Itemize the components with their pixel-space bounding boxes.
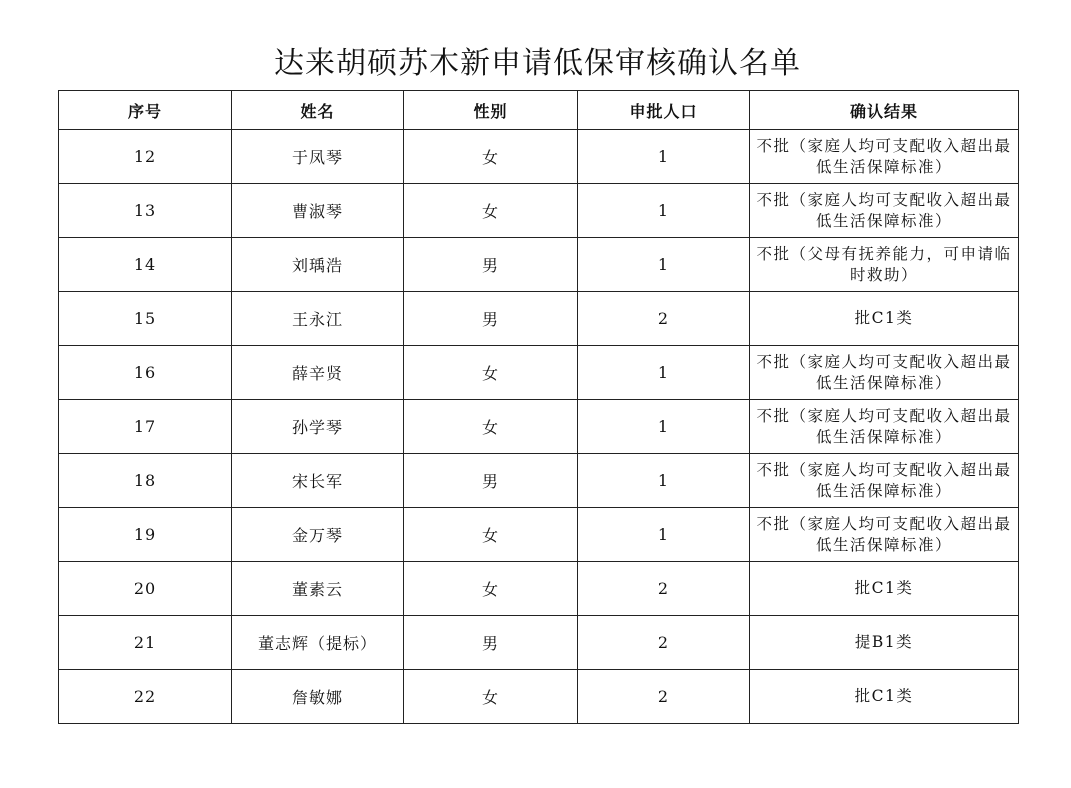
cell-approved-people: 1 <box>578 508 750 562</box>
cell-gender: 女 <box>404 508 578 562</box>
cell-gender: 女 <box>404 346 578 400</box>
table-row <box>59 292 1019 346</box>
cell-gender: 女 <box>404 130 578 184</box>
cell-approved-people: 1 <box>578 130 750 184</box>
cell-approved-people: 1 <box>578 400 750 454</box>
cell-confirmation-result: 不批（家庭人均可支配收入超出最低生活保障标准） <box>750 130 1019 184</box>
cell-confirmation-result: 不批（家庭人均可支配收入超出最低生活保障标准） <box>750 508 1019 562</box>
cell-name: 金万琴 <box>232 508 404 562</box>
cell-confirmation-result: 提B1类 <box>750 616 1019 670</box>
cell-name: 董素云 <box>232 562 404 616</box>
page-title: 达来胡硕苏木新申请低保审核确认名单 <box>274 46 801 81</box>
cell-name: 薛辛贤 <box>232 346 404 400</box>
cell-serial-number: 15 <box>59 292 232 346</box>
header-confirmation-result: 确认结果 <box>750 91 1019 130</box>
cell-serial-number: 19 <box>59 508 232 562</box>
cell-gender: 女 <box>404 184 578 238</box>
cell-name: 董志辉（提标） <box>232 616 404 670</box>
table-row <box>59 616 1019 670</box>
cell-name: 刘瑀浩 <box>232 238 404 292</box>
header-gender: 性别 <box>404 91 578 130</box>
cell-confirmation-result: 不批（家庭人均可支配收入超出最低生活保障标准） <box>750 346 1019 400</box>
cell-serial-number: 18 <box>59 454 232 508</box>
cell-approved-people: 1 <box>578 238 750 292</box>
cell-serial-number: 16 <box>59 346 232 400</box>
header-name: 姓名 <box>232 91 404 130</box>
cell-confirmation-result: 不批（家庭人均可支配收入超出最低生活保障标准） <box>750 400 1019 454</box>
cell-confirmation-result: 批C1类 <box>750 670 1019 724</box>
cell-serial-number: 14 <box>59 238 232 292</box>
cell-approved-people: 1 <box>578 184 750 238</box>
cell-approved-people: 2 <box>578 616 750 670</box>
table-row <box>59 238 1019 292</box>
cell-serial-number: 13 <box>59 184 232 238</box>
header-row <box>59 91 1019 130</box>
table-row <box>59 454 1019 508</box>
table-row <box>59 130 1019 184</box>
cell-approved-people: 2 <box>578 292 750 346</box>
table-body <box>59 130 1019 724</box>
cell-gender: 女 <box>404 562 578 616</box>
table-row <box>59 346 1019 400</box>
table-row <box>59 670 1019 724</box>
table-header <box>59 91 1019 130</box>
cell-gender: 男 <box>404 292 578 346</box>
cell-approved-people: 1 <box>578 454 750 508</box>
cell-name: 宋长军 <box>232 454 404 508</box>
cell-serial-number: 21 <box>59 616 232 670</box>
cell-approved-people: 2 <box>578 670 750 724</box>
table-row <box>59 184 1019 238</box>
cell-gender: 女 <box>404 400 578 454</box>
cell-name: 孙学琴 <box>232 400 404 454</box>
cell-confirmation-result: 批C1类 <box>750 292 1019 346</box>
cell-approved-people: 2 <box>578 562 750 616</box>
cell-name: 于凤琴 <box>232 130 404 184</box>
cell-name: 詹敏娜 <box>232 670 404 724</box>
cell-confirmation-result: 批C1类 <box>750 562 1019 616</box>
cell-approved-people: 1 <box>578 346 750 400</box>
table-row <box>59 562 1019 616</box>
cell-serial-number: 22 <box>59 670 232 724</box>
cell-serial-number: 17 <box>59 400 232 454</box>
header-approved-people: 申批人口 <box>578 91 750 130</box>
table-row <box>59 508 1019 562</box>
cell-confirmation-result: 不批（家庭人均可支配收入超出最低生活保障标准） <box>750 184 1019 238</box>
header-serial-number: 序号 <box>59 91 232 130</box>
cell-name: 王永江 <box>232 292 404 346</box>
cell-gender: 男 <box>404 454 578 508</box>
cell-gender: 女 <box>404 670 578 724</box>
cell-serial-number: 20 <box>59 562 232 616</box>
cell-serial-number: 12 <box>59 130 232 184</box>
cell-gender: 男 <box>404 238 578 292</box>
table-row <box>59 400 1019 454</box>
approval-table <box>58 90 1019 724</box>
cell-name: 曹淑琴 <box>232 184 404 238</box>
cell-gender: 男 <box>404 616 578 670</box>
cell-confirmation-result: 不批（家庭人均可支配收入超出最低生活保障标准） <box>750 454 1019 508</box>
cell-confirmation-result: 不批（父母有抚养能力，可申请临时救助） <box>750 238 1019 292</box>
